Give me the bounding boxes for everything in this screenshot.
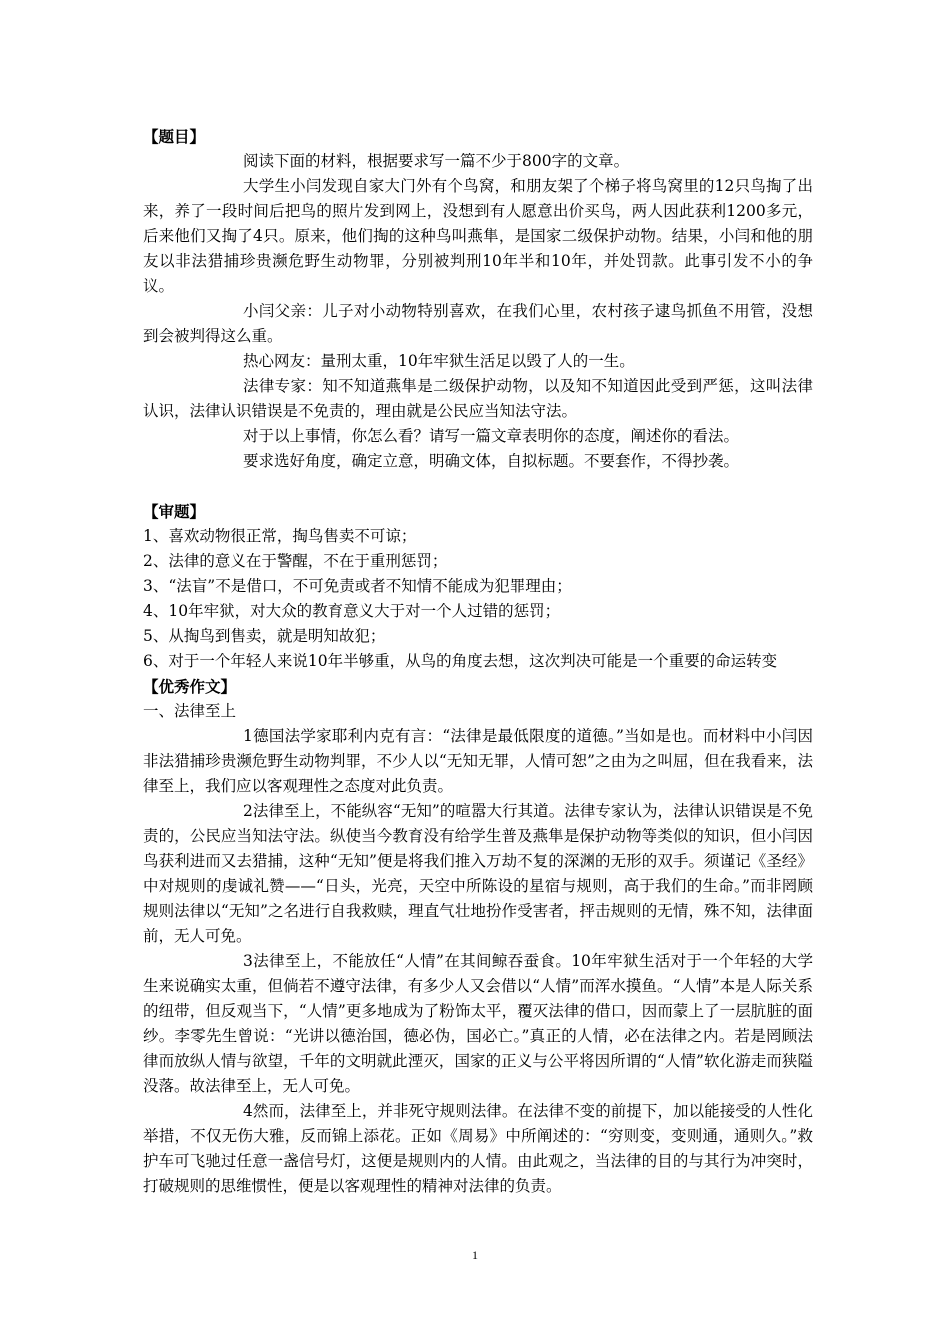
analysis-item: 5、从掏鸟到售卖，就是明知故犯； [143,627,386,645]
question-paragraph: 小闫父亲：儿子对小动物特别喜欢，在我们心里，农村孩子逮鸟抓鱼不用管，没想到会被判得这么重。 [143,302,813,345]
analysis-item: 6、对于一个年轻人来说10年半够重，从鸟的角度去想，这次判决可能是一个重要的命运转变 [143,652,778,670]
analysis-item: 2、法律的意义在于警醒，不在于重刑惩罚； [143,552,448,570]
document-body [143,124,813,1199]
question-paragraph: 法律专家：知不知道燕隼是二级保护动物，以及知不知道因此受到严惩，这叫法律认识，法律认识错误是不免责的，理由就是公民应当知法守法。 [143,377,813,420]
question-paragraph: 热心网友：量刑太重，10年牢狱生活足以毁了人的一生。 [243,352,635,370]
essay-paragraph: 1德国法学家耶利内克有言：“法律是最低限度的道德。”当如是也。而材料中小闫因非法猎捕珍贵濒危野生动物判罪，不少人以“无知无罪，人情可恕”之由为之叫屈，但在我看来，法律至上，我们应以客观理性之态度对此负责。 [143,727,813,795]
question-paragraph: 大学生小闫发现自家大门外有个鸟窝，和朋友架了个梯子将鸟窝里的12只鸟掏了出来，养了一段时间后把鸟的照片发到网上，没想到有人愿意出价买鸟，两人因此获利1200多元，后来他们又掏了4只。原来，他们掏的这种鸟叫燕隼，是国家二级保护动物。结果，小闫和他的朋友以非法猎捕珍贵濒危野生动物罪，分别被判刑10年半和10年，并处罚款。此事引发不小的争议。 [143,177,813,295]
essay-paragraph: 4然而，法律至上，并非死守规则法律。在法律不变的前提下，加以能接受的人性化举措，不仅无伤大雅，反而锦上添花。正如《周易》中所阐述的：“穷则变，变则通，通则久。”救护车可飞驰过任意一盏信号灯，这便是规则内的人情。由此观之，当法律的目的与其行为冲突时，打破规则的思维惯性，便是以客观理性的精神对法律的负责。 [143,1102,813,1195]
section-spacer [143,474,813,499]
question-paragraph: 阅读下面的材料，根据要求写一篇不少于800字的文章。 [243,152,630,170]
section-heading-essay: 【优秀作文】 [143,677,237,696]
section-heading-analysis: 【审题】 [143,502,206,521]
analysis-item: 4、10年牢狱，对大众的教育意义大于对一个人过错的惩罚； [143,602,561,620]
question-paragraph: 要求选好角度，确定立意，明确文体，自拟标题。不要套作，不得抄袭。 [243,452,740,470]
analysis-item: 1、喜欢动物很正常，掏鸟售卖不可谅； [143,527,417,545]
essay-paragraph: 2法律至上，不能纵容“无知”的喧嚣大行其道。法律专家认为，法律认识错误是不免责的，公民应当知法守法。纵使当今教育没有给学生普及燕隼是保护动物等类似的知识，但小闫因鸟获利进而又去猎捕，这种“无知”便是将我们推入万劫不复的深渊的无形的双手。须谨记《圣经》中对规则的虔诚礼赞——“日头，光亮，天空中所陈设的星宿与规则，高于我们的生命。”而非罔顾规则法律以“无知”之名进行自我救赎，理直气壮地扮作受害者，抨击规则的无情，殊不知，法律面前，无人可免。 [143,802,813,945]
section-heading-question: 【题目】 [143,127,206,146]
page-number: 1 [472,1248,478,1262]
essay-paragraph: 3法律至上，不能放任“人情”在其间鲸吞蚕食。10年牢狱生活对于一个年轻的大学生来说确实太重，但倘若不遵守法律，有多少人又会借以“人情”而浑水摸鱼。“人情”本是人际关系的纽带，但反观当下，“人情”更多地成为了粉饰太平，覆灭法律的借口，因而蒙上了一层肮脏的面纱。李零先生曾说：“光讲以德治国，德必伪，国必亡。”真正的人情，必在法律之内。若是罔顾法律而放纵人情与欲望，千年的文明就此湮灭，国家的正义与公平将因所谓的“人情”软化游走而狭隘没落。故法律至上，无人可免。 [143,952,813,1095]
essay-title: 一、法律至上 [143,702,237,720]
analysis-item: 3、“法盲”不是借口，不可免责或者不知情不能成为犯罪理由； [143,577,572,595]
question-paragraph: 对于以上事情，你怎么看？请写一篇文章表明你的态度，阐述你的看法。 [243,427,740,445]
